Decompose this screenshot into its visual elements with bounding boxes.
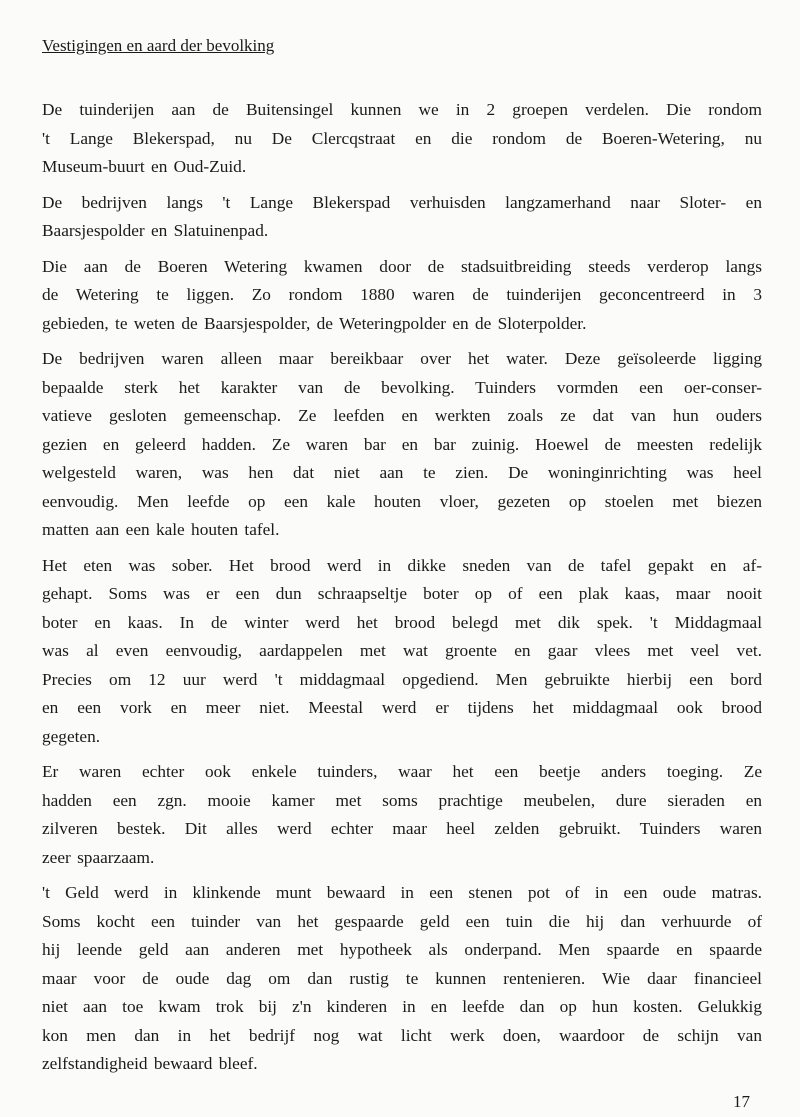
text-line: gegeten. [42,726,101,746]
section-heading: Vestigingen en aard der bevolking [42,36,275,55]
paragraph [42,345,762,545]
text-line: Soms kocht een tuinder van het gespaarde geld een tuin die hij dan verhuurde of [42,911,762,931]
text-line: gebieden, te weten de Baarsjespolder, de Weteringpolder en de Sloterpolder. [42,313,587,333]
paragraph [42,96,762,182]
paragraph [42,758,762,872]
text-line: De tuinderijen aan de Buitensingel kunnen we in 2 groepen verdelen. Die rondom [42,100,762,119]
paragraph [42,879,762,1079]
text-line: Die aan de Boeren Wetering kwamen door de stadsuitbreiding steeds verderop langs [42,256,762,276]
page-number: 17 [733,1092,750,1111]
text-line: Het eten was sober. Het brood werd in dikke sneden van de tafel gepakt en af- [42,555,762,575]
text-line: boter en kaas. In de winter werd het brood belegd met dik spek. 't Middagmaal [42,612,762,632]
text-line: de Wetering te liggen. Zo rondom 1880 waren de tuinderijen geconcentreerd in 3 [42,285,762,304]
text-line: 't Geld werd in klinkende munt bewaard in een stenen pot of in een oude matras. [42,883,762,902]
text-line: bepaalde sterk het karakter van de bevolking. Tuinders vormden een oer-conser- [42,377,762,397]
text-line: eenvoudig. Men leefde op een kale houten vloer, gezeten op stoelen met biezen [42,491,762,511]
text-line: matten aan een kale houten tafel. [42,520,280,539]
text-line: maar voor de oude dag om dan rustig te kunnen rentenieren. Wie daar financieel [42,968,762,988]
text-line: zelfstandigheid bewaard bleef. [42,1054,258,1073]
text-line: 't Lange Blekerspad, nu De Clercqstraat en die rondom de Boeren-Wetering, nu [42,128,762,148]
text-line: Precies om 12 uur werd 't middagmaal opgediend. Men gebruikte hierbij een bord [42,669,762,689]
text-line: Er waren echter ook enkele tuinders, waar het een beetje anders toeging. Ze [42,762,762,781]
text-line: zeer spaarzaam. [42,847,155,867]
text-line: gezien en geleerd hadden. Ze waren bar en bar zuinig. Hoewel de meesten redelijk [42,434,762,454]
paragraph [42,189,762,246]
text-line: en een vork en meer niet. Meestal werd er tijdens het middagmaal ook brood [42,698,762,717]
document-body [42,96,762,1086]
text-line: hadden een zgn. mooie kamer met soms prachtige meubelen, dure sieraden en [42,790,762,810]
text-line: zilveren bestek. Dit alles werd echter maar heel zelden gebruikt. Tuinders waren [42,819,762,838]
text-line: kon men dan in het bedrijf nog wat licht werk doen, waardoor de schijn van [42,1025,762,1045]
text-line: welgesteld waren, was hen dat niet aan te zien. De woninginrichting was heel [42,463,762,482]
text-line: Baarsjespolder en Slatuinenpad. [42,221,269,240]
text-line: niet aan toe kwam trok bij z'n kinderen in en leefde dan op hun kosten. Gelukkig [42,997,762,1016]
paragraph [42,253,762,339]
text-line: was al even eenvoudig, aardappelen met wat groente en gaar vlees met veel vet. [42,641,762,660]
text-line: hij leende geld aan anderen met hypotheek als onderpand. Men spaarde en spaarde [42,940,762,959]
paragraph [42,552,762,752]
text-line: vatieve gesloten gemeenschap. Ze leefden en werkten zoals ze dat van hun ouders [42,406,762,425]
text-line: De bedrijven langs 't Lange Blekerspad verhuisden langzamerhand naar Sloter- en [42,192,762,212]
text-line: De bedrijven waren alleen maar bereikbaar over het water. Deze geïsoleerde ligging [42,349,762,368]
text-line: Museum-buurt en Oud-Zuid. [42,157,247,176]
text-line: gehapt. Soms was er een dun schraapseltje boter op of een plak kaas, maar nooit [42,584,762,603]
